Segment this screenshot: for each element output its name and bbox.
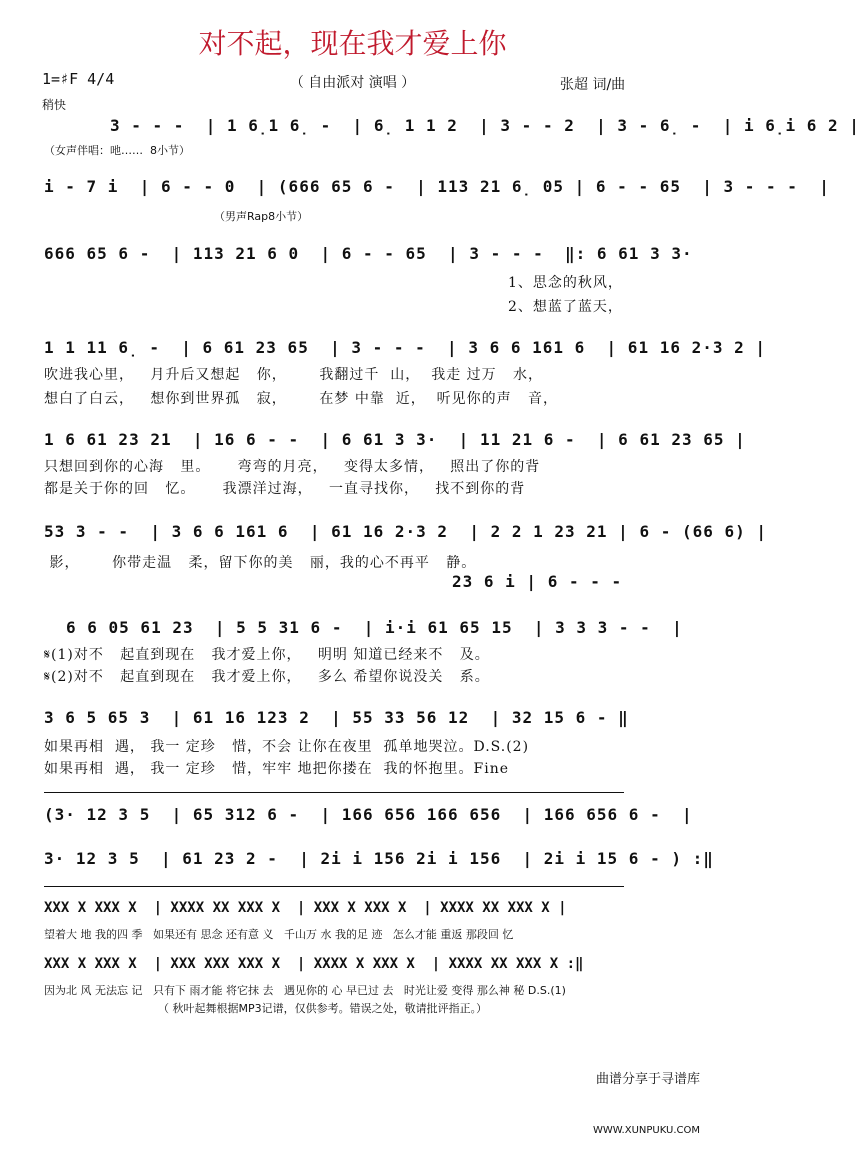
credit: 张超 词/曲 bbox=[560, 77, 626, 93]
bracket-line-2 bbox=[44, 886, 624, 887]
footnote: （ 秋叶起舞根据MP3记谱，仅供参考。错误之处，敬请批评指正。） bbox=[158, 1002, 488, 1015]
score-line-5: 1 6 61 23 21 | 16 6 - - | 6 61 3 3· | 11 21 6 - | 6 61 23 65 | bbox=[44, 430, 746, 449]
rap-lyric-line-1: 望着大 地 我的四 季 如果还有 思念 还有意 义 千山万 水 我的足 迹 怎么才能 重返 那段回 忆 bbox=[44, 928, 514, 941]
score-note-2: （男声Rap8小节） bbox=[214, 210, 309, 223]
score-line-4: 1 1 11 6̣ - | 6 61 23 65 | 3 - - - | 3 6 6 161 6 | 61 16 2·3 2 | bbox=[44, 338, 767, 357]
rhythm-line-1: XXX X XXX X | XXXX XX XXX X | XXX X XXX X | XXXX XX XXX X | bbox=[44, 900, 567, 916]
site-footer bbox=[520, 1030, 700, 1155]
tempo-marking: 稍快 bbox=[42, 98, 67, 112]
score-line-9: (3· 12 3 5 | 65 312 6 - | 166 656 166 656 | 166 656 6 - | bbox=[44, 805, 693, 824]
lyric-line-4a: 吹进我心里， 月升后又想起 你， 我翻过千 山， 我走 过万 水， bbox=[44, 367, 544, 383]
lyric-line-5b: 都是关于你的回 忆。 我漂洋过海， 一直寻找你， 找不到你的背 bbox=[44, 481, 526, 497]
footer-site-name: 曲谱分享于寻谱库 bbox=[595, 1072, 700, 1087]
rap-lyric-line-2: 因为北 风 无法忘 记 只有下 雨才能 将它抹 去 遇见你的 心 早已过 去 时光让爱 变得 那么神 秘 D.S.(1) bbox=[44, 984, 566, 997]
bracket-line bbox=[44, 792, 624, 793]
score-line-8: 3 6 5 65 3 | 61 16 123 2 | 55 33 56 12 | 32 15 6 - ‖ bbox=[44, 708, 629, 727]
lyric-line-7a: 𝄋(1)对不 起直到现在 我才爱上你， 明明 知道已经来不 及。 bbox=[44, 647, 490, 663]
lyric-line-6a: 影， 你带走温 柔，留下你的美 丽，我的心不再平 静。 bbox=[44, 555, 477, 571]
key-signature: 1=♯F 4/4 bbox=[42, 70, 115, 88]
lyric-line-5a: 只想回到你的心海 里。 弯弯的月亮， 变得太多情， 照出了你的背 bbox=[44, 459, 541, 475]
lyric-line-8a: 如果再相 遇， 我一 定珍 惜，不会 让你在夜里 孤单地哭泣。D.S.(2) bbox=[44, 739, 530, 755]
score-line-6: 53 3 - - | 3 6 6 161 6 | 61 16 2·3 2 | 2 2 1 23 21 | 6 - (66 6) | bbox=[44, 522, 768, 541]
page-title: 对不起，现在我才爱上你 bbox=[198, 27, 507, 60]
rhythm-line-2: XXX X XXX X | XXX XXX XXX X | XXXX X XXX X | XXXX XX XXX X :‖ bbox=[44, 956, 584, 972]
score-line-3: 666 65 6 - | 113 21 6 0 | 6 - - 65 | 3 - - - ‖: 6 61 3 3· bbox=[44, 244, 693, 263]
score-alt-ending: 23 6 i | 6 - - - bbox=[452, 572, 623, 591]
score-note-1: （女声伴唱：吔…… 8小节） bbox=[44, 144, 190, 157]
footer-url[interactable]: WWW.XUNPUKU.COM bbox=[593, 1125, 700, 1136]
lyric-line-3b: 2、想蓝了蓝天， bbox=[508, 299, 623, 315]
score-line-1: 3 - - - | 1 6̣1 6̣ - | 6̣ 1 1 2 | 3 - - 2 | 3 - 6̣ - | i 6̣i 6 2 | bbox=[110, 116, 860, 135]
score-line-2: i - 7 i | 6 - - 0 | (666 65 6 - | 113 21 6̣ 05 | 6 - - 65 | 3 - - - | bbox=[44, 177, 830, 196]
score-line-10: 3· 12 3 5 | 61 23 2 - | 2i i 156 2i i 156 | 2i i 15 6 - ) :‖ bbox=[44, 849, 714, 868]
lyric-line-4b: 想白了白云， 想你到世界孤 寂， 在梦 中靠 近， 听见你的声 音， bbox=[44, 391, 559, 407]
lyric-line-8b: 如果再相 遇， 我一 定珍 惜，牢牢 地把你搂在 我的怀抱里。Fine bbox=[44, 761, 509, 777]
lyric-line-3a: 1、思念的秋风， bbox=[508, 275, 623, 291]
singer-subtitle: （ 自由派对 演唱 ） bbox=[289, 75, 416, 91]
lyric-line-7b: 𝄋(2)对不 起直到现在 我才爱上你， 多么 希望你说没关 系。 bbox=[44, 669, 490, 685]
score-line-7: 6 6 05 61 23 | 5 5 31 6 - | i·i 61 65 15 | 3 3 3 - - | bbox=[66, 618, 683, 637]
